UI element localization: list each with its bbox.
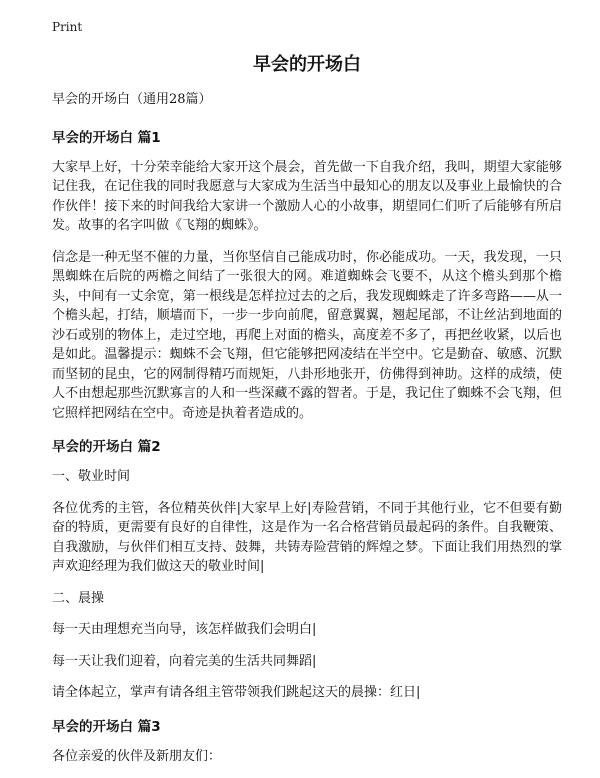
paragraph: 请全体起立，掌声有请各组主管带领我们跳起这天的晨操：红日| — [52, 685, 421, 700]
section-heading-3: 早会的开场白 篇3 — [52, 718, 161, 735]
section-heading-1: 早会的开场白 篇1 — [52, 129, 161, 146]
paragraph: 大家早上好，十分荣幸能给大家开这个晨会，首先做一下自我介绍，我叫，期望大家能够记住我，在记住我的同时我愿意与大家成为生活当中最知心的朋友以及事业上最愉快的合作伙伴！接下来的时间我给大家讲一个激励人心的小故事，期望同仁们听了后能够有所启发。故事的名字叫做《飞翔的蜘蛛》。 — [52, 159, 562, 233]
subheading-worktime: 一、敬业时间 — [52, 469, 131, 484]
paragraph: 信念是一种无坚不催的力量，当你坚信自己能成功时，你必能成功。一天，我发现，一只黑蜘蛛在后院的两檐之间结了一张很大的网。难道蜘蛛会飞要不，从这个檐头到那个檐头，中间有一丈余宽，第一根线是怎样拉过去的之后，我发现蜘蛛走了许多弯路——从一个檐头起，打结，顺墙而下，一步一步向前爬，留意翼翼，翘起尾部，不让丝沾到地面的沙石或别的物体上，走过空地，再爬上对面的檐头，高度差不多了，再把丝收紧，以后也是如此。温馨提示：蜘蛛不会飞翔，但它能够把网凌结在半空中。它是勤奋、敏感、沉默而坚韧的昆虫，它的网制得精巧而规矩，八卦形地张开，仿佛得到神助。这样的成绩，使人不由想起那些沉默寡言的人和一些深藏不露的智者。于是，我记住了蜘蛛不会飞翔，但它照样把网结在空中。奇迹是执着者造成的。 — [52, 249, 562, 421]
subheading-morning-exercise: 二、晨操 — [52, 590, 105, 606]
document-subtitle: 早会的开场白（通用28篇） — [52, 92, 212, 107]
section-heading-2: 早会的开场白 篇2 — [52, 439, 161, 455]
paragraph: 各位优秀的主管，各位精英伙伴|大家早上好|寿险营销，不同于其他行业，它不但要有勤奋的特质，更需要有良好的自律性，这是作为一名合格营销员最起码的条件。自我鞭策、自我激励，与伙伴们相互支持、鼓舞，共铸寿险营销的辉煌之梦。下面让我们用热烈的掌声欢迎经理为我们做这天的敬业时间| — [52, 500, 562, 574]
page-title: 早会的开场白 — [253, 54, 361, 75]
paragraph: 各位亲爱的伙伴及新朋友们： — [52, 748, 222, 764]
paragraph: 每一天让我们迎着，向着完美的生活共同舞蹈| — [52, 653, 317, 669]
print-link[interactable]: Print — [52, 20, 83, 34]
paragraph: 每一天由理想充当向导，该怎样做我们会明白| — [52, 622, 317, 637]
document-body — [52, 50, 562, 778]
